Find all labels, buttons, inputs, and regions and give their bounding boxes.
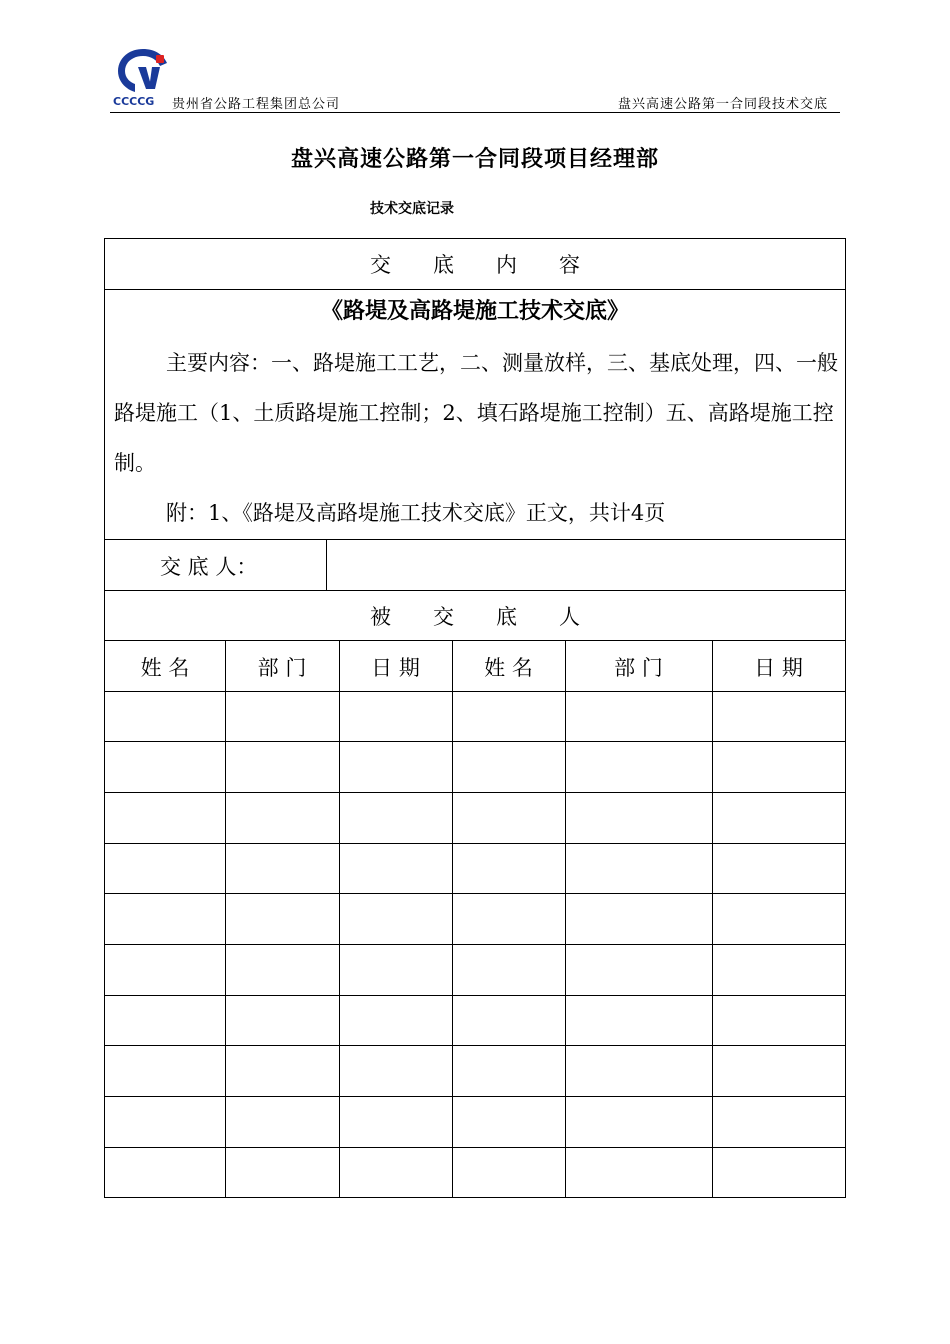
signature-cell[interactable] [339,691,452,740]
signature-cell[interactable] [339,843,452,892]
signature-cell[interactable] [452,944,565,993]
signature-cell[interactable] [105,691,225,740]
signature-cell[interactable] [225,843,339,892]
signature-cell[interactable] [712,691,845,740]
table-rule [105,539,845,540]
header-divider [110,112,840,113]
signature-cell[interactable] [565,944,712,993]
signature-cell[interactable] [105,792,225,841]
header-doc-ref: 盘兴高速公路第一合同段技术交底 [617,97,828,112]
signature-cell[interactable] [452,1146,565,1195]
column-header-department: 部 门 [257,656,307,680]
signature-cell[interactable] [339,742,452,791]
signature-cell[interactable] [712,1096,845,1145]
signature-cell[interactable] [565,742,712,791]
column-header-department: 部 门 [614,656,663,680]
signature-cell[interactable] [339,893,452,942]
table-rule [105,289,845,290]
signature-cell[interactable] [339,1096,452,1145]
content-title: 《路堤及高路堤施工技术交底》 [320,299,629,324]
signature-cell[interactable] [225,944,339,993]
signature-cell[interactable] [712,742,845,791]
signature-cell[interactable] [565,893,712,942]
presenter-value[interactable] [340,551,830,581]
signature-cell[interactable] [712,995,845,1044]
column-header-date: 日 期 [754,656,803,680]
signature-cell[interactable] [225,893,339,942]
logo-text: CCCCG [113,95,155,107]
signature-cell[interactable] [565,1146,712,1195]
signature-cell[interactable] [565,995,712,1044]
signature-cell[interactable] [565,843,712,892]
signature-cell[interactable] [339,792,452,841]
column-header-name: 姓 名 [140,656,190,680]
signature-cell[interactable] [225,691,339,740]
table-rule [105,590,845,591]
signature-cell[interactable] [225,792,339,841]
signature-cell[interactable] [565,691,712,740]
signature-cell[interactable] [452,843,565,892]
signature-cell[interactable] [105,843,225,892]
signature-cell[interactable] [452,1045,565,1094]
signature-cell[interactable] [225,1146,339,1195]
signature-cell[interactable] [452,893,565,942]
content-header: 交 底 内 容 [370,253,580,277]
signature-cell[interactable] [339,944,452,993]
signature-cell[interactable] [565,792,712,841]
signature-cell[interactable] [225,742,339,791]
signature-cell[interactable] [339,1045,452,1094]
signature-cell[interactable] [105,1146,225,1195]
signature-cell[interactable] [712,944,845,993]
main-content: 主要内容：一、路堤施工工艺，二、测量放样，三、基底处理，四、一般路堤施工（1、土质路堤施工控制；2、填石路堤施工控制）五、高路堤施工控制。 [114,351,838,475]
signature-cell[interactable] [452,742,565,791]
signature-cell[interactable] [452,691,565,740]
header-company: 贵州省公路工程集团总公司 [172,97,341,112]
signature-cell[interactable] [225,1096,339,1145]
company-logo [112,45,174,107]
column-header-name: 姓 名 [484,656,533,680]
signature-cell[interactable] [565,1045,712,1094]
signature-cell[interactable] [225,1045,339,1094]
signature-cell[interactable] [105,742,225,791]
column-header-date: 日 期 [371,656,420,680]
signature-cell[interactable] [712,893,845,942]
document-subtitle: 技术交底记录 [370,201,454,217]
signature-cell[interactable] [105,893,225,942]
signature-cell[interactable] [225,995,339,1044]
signature-cell[interactable] [105,1045,225,1094]
table-rule [105,640,845,641]
signature-cell[interactable] [452,1096,565,1145]
signature-cell[interactable] [105,944,225,993]
table-rule [326,539,327,590]
signature-cell[interactable] [339,995,452,1044]
recipients-header: 被 交 底 人 [370,605,580,629]
signature-cell[interactable] [452,792,565,841]
attachment-note: 附：1、《路堤及高路堤施工技术交底》正文，共计4页 [166,501,666,525]
signature-cell[interactable] [339,1146,452,1195]
signature-cell[interactable] [712,792,845,841]
signature-cell[interactable] [452,995,565,1044]
signature-cell[interactable] [565,1096,712,1145]
signature-cell[interactable] [712,843,845,892]
signature-cell[interactable] [105,995,225,1044]
signature-cell[interactable] [712,1146,845,1195]
document-title: 盘兴高速公路第一合同段项目经理部 [290,147,659,172]
signature-cell[interactable] [712,1045,845,1094]
signature-cell[interactable] [105,1096,225,1145]
presenter-label: 交 底 人： [160,555,258,579]
